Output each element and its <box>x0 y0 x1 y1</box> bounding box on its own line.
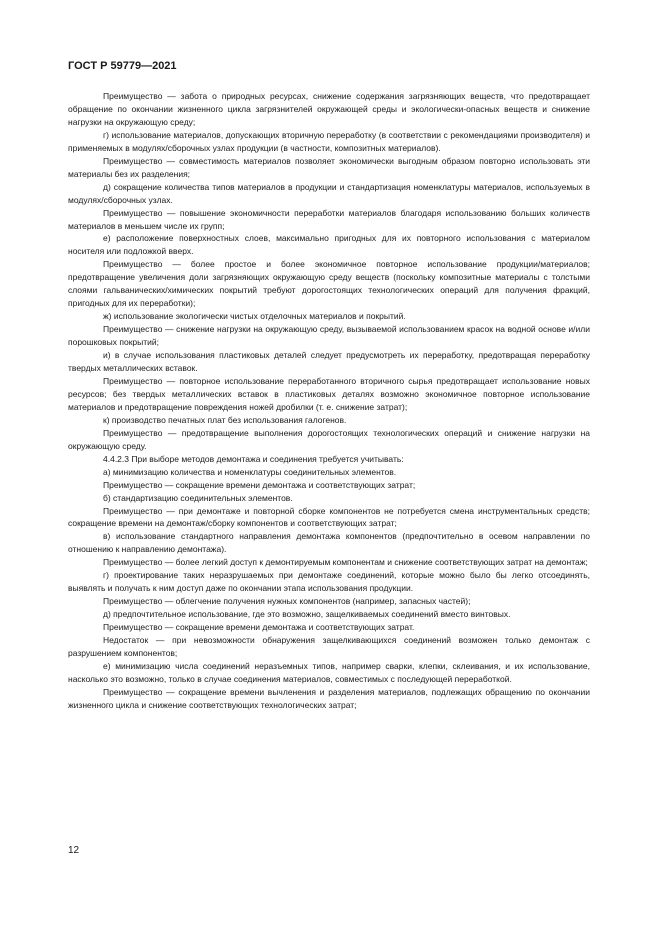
paragraph: г) использование материалов, допускающих вторичную переработку (в соответствии с рекомендациями производителя) и применяемых в модулях/сборочных узлах продукции (в частности, композитных материалов). <box>68 129 590 153</box>
paragraph: Преимущество — сокращение времени демонтажа и соответствующих затрат; <box>103 479 416 490</box>
paragraph: Преимущество — забота о природных ресурсах, снижение содержания загрязняющих веществ, что предотвращает обращение по окончании жизненного цикла загрязнителей окружающей среды и экологически-опасных веществ и снижение нагрузки на окружающую среду; <box>68 91 590 127</box>
paragraph: д) предпочтительное использование, где это возможно, защелкиваемых соединений вместо винтовых. <box>103 609 511 620</box>
paragraph: Преимущество — повышение экономичности переработки материалов благодаря использованию больших количеств материалов в меньшем числе их групп; <box>68 207 590 231</box>
paragraph: е) минимизацию числа соединений неразъемных типов, например сварки, клепки, склеивания, и их использование, насколько это возможно, только в случае соединения материалов, совместимых с последующей переработкой. <box>68 660 590 684</box>
paragraph: 4.4.2.3 При выборе методов демонтажа и соединения требуется учитывать: <box>103 453 404 464</box>
paragraph: Преимущество — более простое и более экономичное повторное использование продукции/материалов; предотвращение увеличения доли загрязняющих окружающую среду веществ (поскольку композитные материалы с толстыми слоями гальванических/химических покрытий требуют дорогостоящих технологических операций для получения фракций, пригодных для их переработки); <box>68 259 590 309</box>
standard-header: ГОСТ Р 59779—2021 <box>68 60 177 72</box>
paragraph: ж) использование экологически чистых отделочных материалов и покрытий. <box>103 311 406 322</box>
document-body <box>68 90 590 712</box>
paragraph: Преимущество — снижение нагрузки на окружающую среду, вызываемой использованием красок на водной основе и/или порошковых покрытий; <box>68 324 590 348</box>
paragraph: Преимущество — повторное использование переработанного вторичного сырья предотвращает использование новых ресурсов; без твердых металлических вставок в пластиковых деталях возможно экономичное повторное использование материалов и предотвращение повреждения ножей дробилки (т. е. снижение затрат); <box>68 375 590 412</box>
page-number: 12 <box>68 845 80 856</box>
paragraph: Преимущество — сокращение времени вычленения и разделения материалов, подлежащих обращению по окончании жизненного цикла и снижение соответствующих технологических затрат; <box>68 686 590 710</box>
paragraph: Преимущество — при демонтаже и повторной сборке компонентов не потребуется смена инструментальных средств; сокращение времени на демонтаж/сборку компонентов и соответствующих затрат; <box>68 505 590 529</box>
paragraph: Преимущество — более легкий доступ к демонтируемым компонентам и снижение соответствующих затрат на демонтаж; <box>103 557 588 568</box>
paragraph: Преимущество — облегчение получения нужных компонентов (например, запасных частей); <box>103 596 471 607</box>
paragraph: к) производство печатных плат без использования галогенов. <box>103 414 347 425</box>
paragraph: д) сокращение количества типов материалов в продукции и стандартизация номенклатуры материалов, используемых в модулях/сборочных узлах. <box>68 181 590 205</box>
paragraph: Недостаток — при невозможности обнаружения защелкивающихся соединений возможен только демонтаж с разрушением компонентов; <box>68 635 590 658</box>
paragraph: г) проектирование таких неразрушаемых при демонтаже соединений, которые можно было бы легко отсоединять, выявлять и получать к ним доступ даже по окончании этапа использования продукции. <box>68 570 590 594</box>
paragraph: Преимущество — совместимость материалов позволяет экономически выгодным образом повторно использовать эти материалы без их разделения; <box>68 155 590 179</box>
paragraph: в) использование стандартного направления демонтажа компонентов (предпочтительно в осевом направлении по отношению к направлению демонтажа). <box>68 531 590 555</box>
paragraph: б) стандартизацию соединительных элементов. <box>103 492 293 503</box>
paragraph: Преимущество — предотвращение выполнения дорогостоящих технологических операций и снижение нагрузки на окружающую среду. <box>68 427 590 451</box>
paragraph: Преимущество — сокращение времени демонтажа и соответствующих затрат. <box>103 622 415 633</box>
paragraph: а) минимизацию количества и номенклатуры соединительных элементов. <box>103 466 397 477</box>
paragraph: и) в случае использования пластиковых деталей следует предусмотреть их переработку, предотвращая переработку твердых металлических вставок. <box>68 350 590 374</box>
paragraph: е) расположение поверхностных слоев, максимально пригодных для их повторного использования с материалом носителя или подложкой вверх. <box>68 233 590 257</box>
